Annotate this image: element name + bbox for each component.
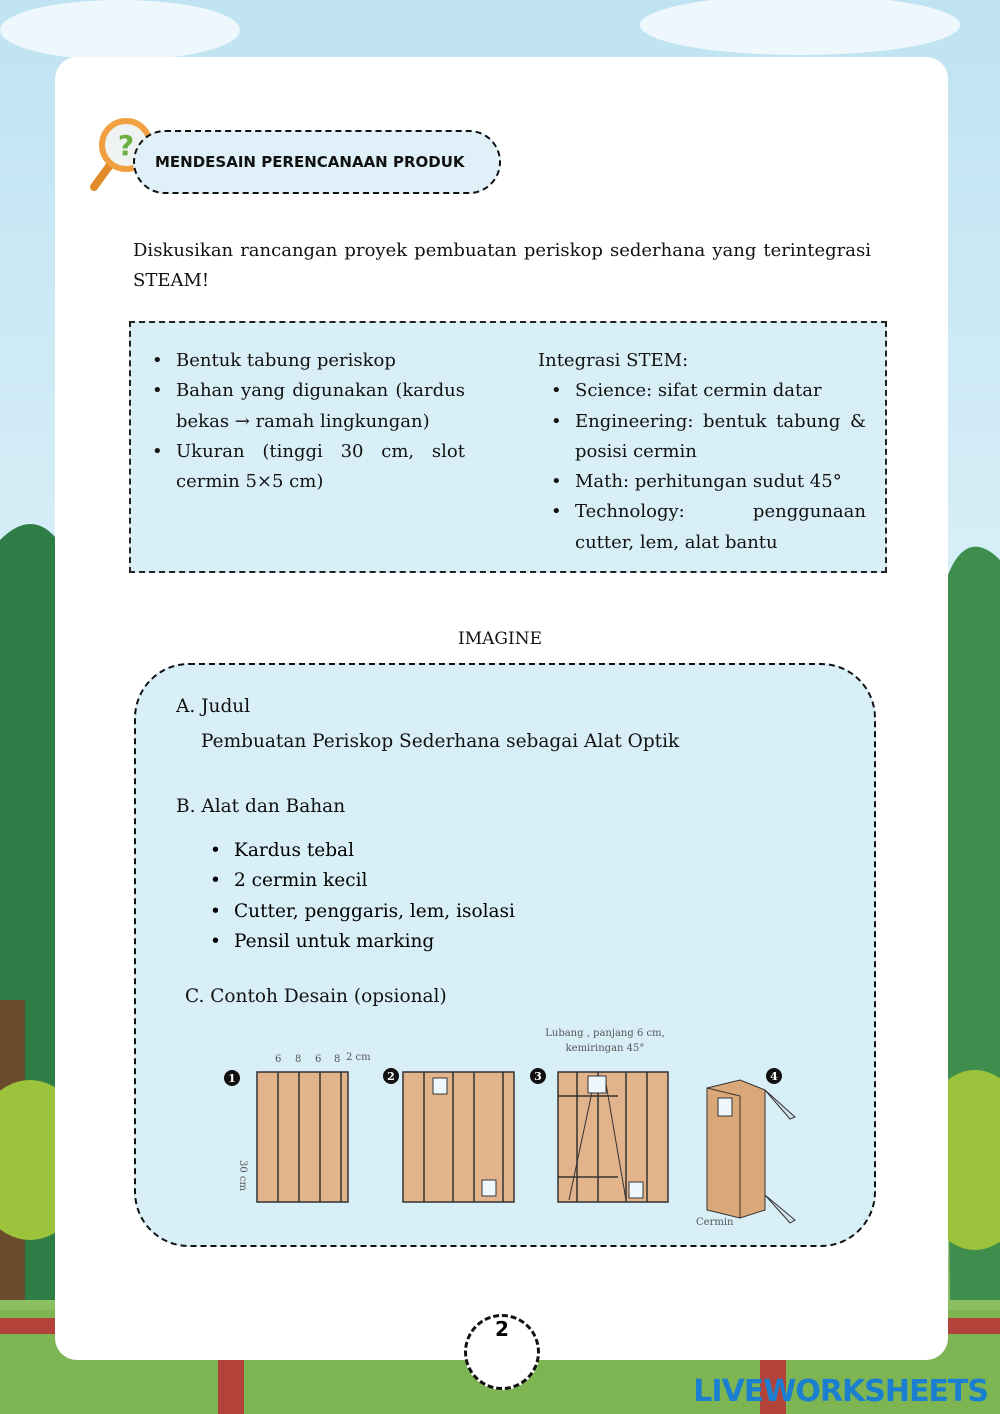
- list-item: • Bahan yang digunakan (kardus bekas → ramah lingkungan): [176, 376, 465, 437]
- hole-note: Lubang , panjang 6 cm,: [545, 1028, 665, 1039]
- alat-bahan-label: B. Alat dan Bahan: [176, 796, 346, 817]
- step-4-panel: [696, 1068, 795, 1228]
- list-item: • Kardus tebal: [234, 836, 515, 866]
- step-number: 3: [534, 1070, 542, 1083]
- step-2-panel: [383, 1068, 514, 1202]
- width-label: 6: [275, 1054, 282, 1065]
- judul-value: Pembuatan Periskop Sederhana sebagai Alat Optik: [201, 731, 680, 752]
- planning-left-column: [176, 346, 465, 497]
- height-label: 30 cm: [237, 1160, 248, 1191]
- list-item: • Math: perhitungan sudut 45°: [575, 467, 866, 497]
- periscope-design-diagram: [220, 1020, 820, 1230]
- contoh-desain-label: C. Contoh Desain (opsional): [185, 986, 447, 1007]
- list-item: • Cutter, penggaris, lem, isolasi: [234, 897, 515, 927]
- step-1-panel: [224, 1052, 371, 1202]
- angle-note: kemiringan 45°: [565, 1043, 645, 1054]
- step-number: 4: [770, 1070, 778, 1083]
- width-label: 8: [334, 1054, 341, 1065]
- planning-right-column: [538, 346, 866, 558]
- liveworksheets-logo: LIVEWORKSHEETS: [693, 1374, 988, 1409]
- list-item: • Engineering: bentuk tabung & posisi cermin: [575, 407, 866, 468]
- mirror-label: Cermin: [696, 1217, 734, 1228]
- page-number: 2: [464, 1314, 540, 1390]
- intro-text: Diskusikan rancangan proyek pembuatan periskop sederhana yang terintegrasi STEAM!: [133, 240, 871, 291]
- list-item: • Technology: penggunaan cutter, lem, alat bantu: [575, 497, 866, 558]
- width-label: 8: [295, 1054, 302, 1065]
- step-number: 1: [228, 1072, 236, 1085]
- step-number: 2: [387, 1070, 395, 1083]
- list-item: • Ukuran (tinggi 30 cm, slot cermin 5×5 cm): [176, 437, 465, 498]
- section-header: [133, 130, 501, 194]
- alat-bahan-list: [234, 836, 515, 957]
- planning-box: [129, 321, 887, 573]
- section-title: MENDESAIN PERENCANAAN PRODUK: [155, 153, 465, 171]
- list-item: • Science: sifat cermin datar: [575, 376, 866, 406]
- step-3-panel: [530, 1028, 668, 1202]
- judul-label: A. Judul: [176, 696, 251, 717]
- list-item: • Bentuk tabung periskop: [176, 346, 465, 376]
- list-item: • 2 cermin kecil: [234, 866, 515, 896]
- svg-text:?: ?: [117, 129, 135, 162]
- imagine-heading: IMAGINE: [458, 629, 542, 649]
- stem-title: Integrasi STEM:: [538, 350, 689, 371]
- width-label: 6: [315, 1054, 322, 1065]
- list-item: • Pensil untuk marking: [234, 927, 515, 957]
- width-label: 2 cm: [346, 1052, 371, 1063]
